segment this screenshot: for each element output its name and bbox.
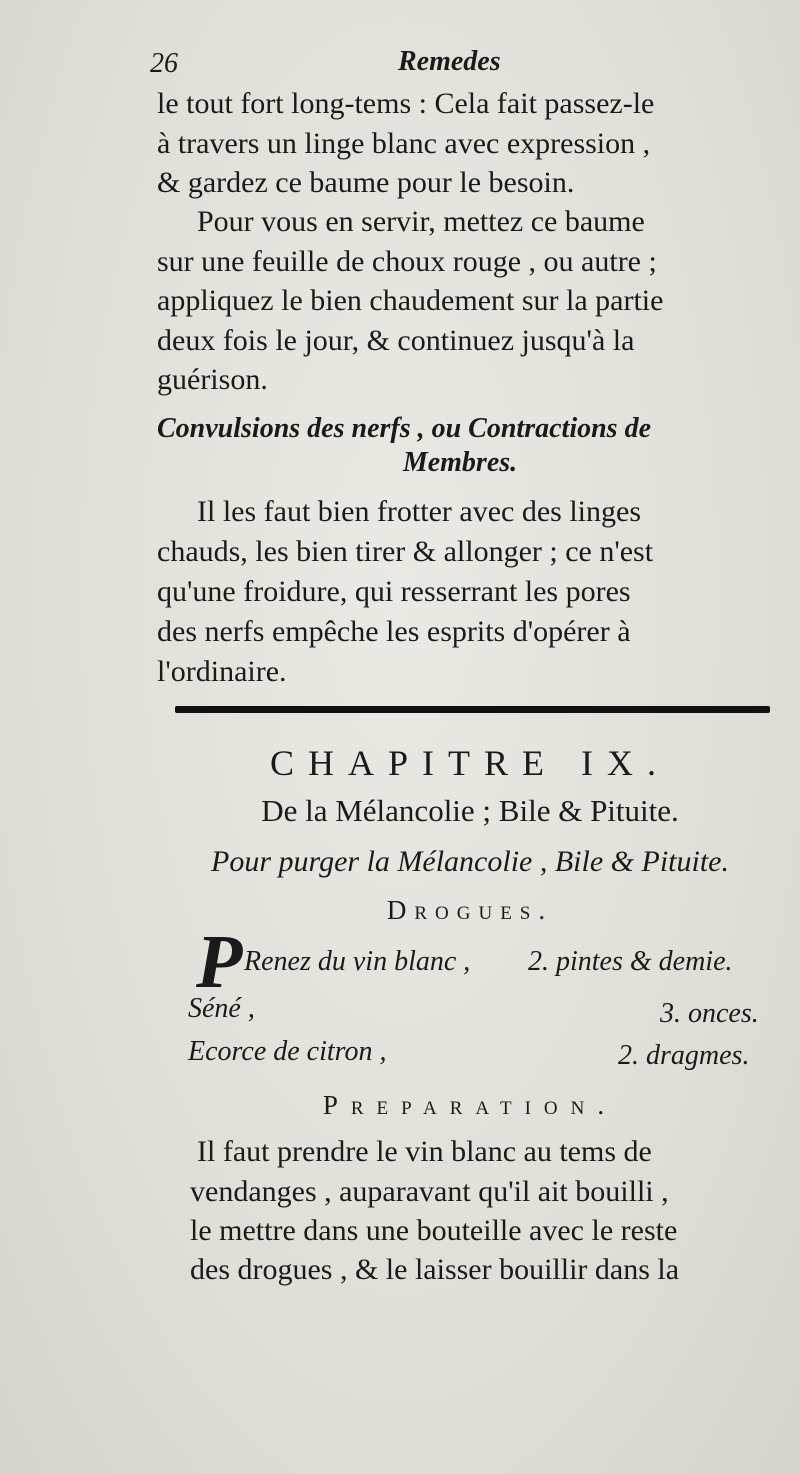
ingredient-name: Séné , [188,993,255,1024]
text-line: des nerfs empêche les esprits d'opérer à [157,615,631,648]
text-line: à travers un linge blanc avec expression , [157,127,651,160]
ingredient-name: Renez du vin blanc , [244,946,471,977]
drop-cap: P [196,920,243,1004]
text-line: sur une feuille de choux rouge , ou autre ; [157,245,657,278]
section-heading: Convulsions des nerfs , ou Contractions de [157,413,651,444]
chapter-title: CHAPITRE IX. [270,743,670,783]
chapter-subtitle: De la Mélancolie ; Bile & Pituite. [261,793,679,828]
ingredient-name: Ecorce de citron , [188,1036,387,1067]
text-line: vendanges , auparavant qu'il ait bouilli , [190,1175,669,1208]
text-line: deux fois le jour, & continuez jusqu'à la [157,324,635,357]
ingredient-qty: 3. onces. [660,998,759,1029]
running-title: Remedes [398,46,501,77]
text-line: Il faut prendre le vin blanc au tems de [197,1135,652,1168]
text-line: le tout fort long-tems : Cela fait passez-le [157,87,655,120]
text-line: chauds, les bien tirer & allonger ; ce n'est [157,535,654,568]
drogues-label: Drogues. [386,895,554,925]
text-line: Il les faut bien frotter avec des linges [197,495,641,528]
page-number: 26 [150,48,178,79]
ingredient-qty: 2. dragmes. [618,1040,750,1071]
section-heading-cont: Membres. [402,447,518,478]
text-line: des drogues , & le laisser bouillir dans la [190,1253,680,1286]
text-line: Pour vous en servir, mettez ce baume [197,205,645,238]
text-line: l'ordinaire. [157,655,287,688]
text-line: le mettre dans une bouteille avec le reste [190,1214,678,1247]
text-line: qu'une froidure, qui resserrant les pores [157,575,631,608]
text-line: & gardez ce baume pour le besoin. [157,166,575,199]
ingredient-qty: 2. pintes & demie. [528,946,733,977]
recipe-title: Pour purger la Mélancolie , Bile & Pituite. [211,845,729,878]
chapter-rule [175,706,770,713]
preparation-label: Preparation. [322,1090,618,1120]
text-line: appliquez le bien chaudement sur la partie [157,284,664,317]
text-line: guérison. [157,363,268,396]
